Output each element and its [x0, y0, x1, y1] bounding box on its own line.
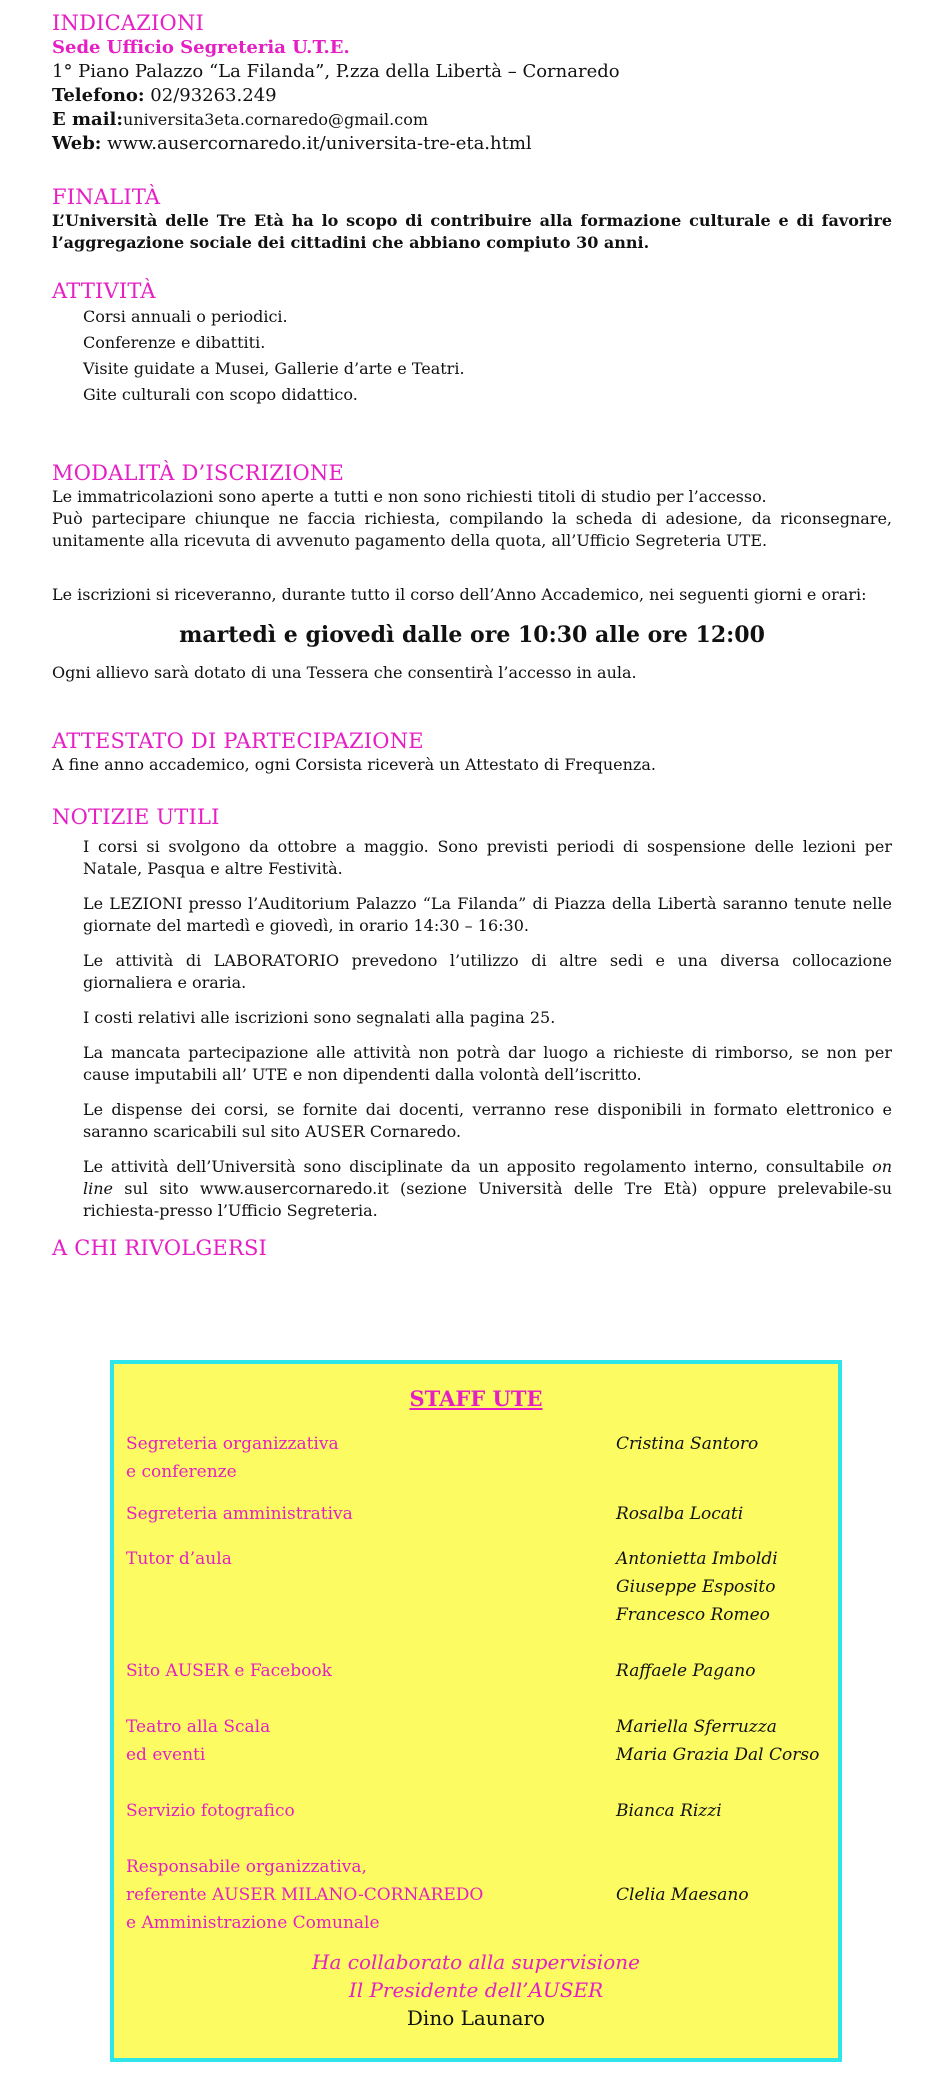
section-attestato — [52, 728, 892, 776]
document-body — [52, 10, 892, 1261]
staff-name: Mariella Sferruzza — [616, 1717, 777, 1737]
staff-role — [126, 1657, 546, 1685]
heading-attivita: ATTIVITÀ — [52, 279, 156, 303]
staff-name: Maria Grazia Dal Corso — [616, 1745, 820, 1765]
list-item: Gite culturali con scopo didattico. — [83, 385, 358, 404]
attivita-list — [52, 304, 892, 408]
section-iscrizione — [52, 460, 892, 684]
staff-name: Giuseppe Esposito — [616, 1577, 776, 1597]
section-attivita — [52, 278, 892, 408]
section-indicazioni — [52, 10, 892, 156]
email-value: universita3eta.cornaredo@gmail.com — [123, 110, 429, 129]
notizie-p7-end: sul sito www.ausercornaredo.it (sezione Università delle Tre Età) oppure prelevabile-su richiesta-presso l’Ufficio Segreteria. — [83, 1179, 892, 1220]
staff-footer-president: Il Presidente dell’AUSER — [348, 1978, 604, 2002]
staff-names — [616, 1500, 836, 1528]
web-label: Web: — [52, 133, 102, 154]
staff-footer-name: Dino Launaro — [406, 2006, 546, 2030]
list-item: Visite guidate a Musei, Gallerie d’arte e Teatri. — [83, 359, 465, 378]
list-item: Conferenze e dibattiti. — [83, 333, 266, 352]
role-line: Tutor d’aula — [126, 1549, 232, 1569]
notizie-p4: I costi relativi alle iscrizioni sono segnalati alla pagina 25. — [83, 1008, 556, 1027]
email-line — [52, 108, 892, 132]
address: 1° Piano Palazzo “La Filanda”, P.zza della Libertà – Cornaredo — [52, 61, 620, 82]
orari-iscrizione: martedì e giovedì dalle ore 10:30 alle ore 12:00 — [179, 622, 765, 648]
notizie-p7-online: on line — [83, 1157, 892, 1198]
phone-line — [52, 84, 892, 108]
role-line: Teatro alla Scala — [126, 1717, 271, 1737]
section-rivolgersi — [52, 1235, 892, 1261]
role-line: Sito AUSER e Facebook — [126, 1661, 332, 1681]
notizie-p7-start: Le attività dell’Università sono disciplinate da un apposito regolamento interno, consultabile — [83, 1157, 873, 1176]
staff-names — [616, 1430, 836, 1458]
heading-finalita: FINALITÀ — [52, 185, 161, 209]
iscrizione-p2: Può partecipare chiunque ne faccia richiesta, compilando la scheda di adesione, da riconsegnare, unitamente alla ricevuta di avvenuto pagamento della quota, all’Ufficio Segreteria UTE. — [52, 509, 892, 550]
notizie-p5: La mancata partecipazione alle attività non potrà dar luogo a richieste di rimborso, se non per cause imputabili all’ UTE e non dipendenti dalla volontà dell’iscritto. — [83, 1043, 892, 1084]
staff-name: Cristina Santoro — [616, 1434, 759, 1454]
heading-attestato: ATTESTATO DI PARTECIPAZIONE — [52, 729, 424, 753]
phone-value: 02/93263.249 — [144, 85, 277, 106]
staff-names — [616, 1713, 836, 1769]
section-finalita — [52, 184, 892, 254]
staff-role — [126, 1797, 546, 1825]
web-value: www.ausercornaredo.it/universita-tre-eta.html — [101, 133, 532, 154]
notizie-p7 — [83, 1156, 892, 1222]
section-notizie — [52, 804, 892, 1222]
role-line: Responsabile organizzativa, — [126, 1857, 367, 1877]
iscrizione-p4: Ogni allievo sarà dotato di una Tessera che consentirà l’accesso in aula. — [52, 663, 637, 682]
notizie-p1: I corsi si svolgono da ottobre a maggio. Sono previsti periodi di sospensione delle lezioni per Natale, Pasqua e altre Festività. — [83, 837, 892, 878]
role-line: e conferenze — [126, 1462, 237, 1482]
staff-names — [616, 1657, 836, 1685]
role-line: ed eventi — [126, 1745, 206, 1765]
staff-title: STAFF UTE — [409, 1386, 543, 1411]
staff-name: Rosalba Locati — [616, 1504, 744, 1524]
staff-name: Francesco Romeo — [616, 1605, 770, 1625]
web-line — [52, 132, 892, 156]
sede-title: Sede Ufficio Segreteria U.T.E. — [52, 37, 350, 58]
attestato-text: A fine anno accademico, ogni Corsista riceverà un Attestato di Frequenza. — [52, 755, 656, 774]
staff-role — [126, 1853, 546, 1937]
notizie-p6: Le dispense dei corsi, se fornite dai docenti, verranno rese disponibili in formato elettronico e saranno scaricabili sul sito AUSER Cornaredo. — [83, 1100, 892, 1141]
staff-names — [616, 1545, 836, 1629]
role-line: Segreteria organizzativa — [126, 1434, 339, 1454]
role-line: Segreteria amministrativa — [126, 1504, 353, 1524]
heading-notizie: NOTIZIE UTILI — [52, 805, 220, 829]
role-line: e Amministrazione Comunale — [126, 1913, 380, 1933]
staff-box — [110, 1360, 842, 2062]
finalita-text: L’Università delle Tre Età ha lo scopo di contribuire alla formazione culturale e di favorire l’aggregazione sociale dei cittadini che abbiano compiuto 30 anni. — [52, 211, 892, 252]
role-line: Servizio fotografico — [126, 1801, 295, 1821]
notizie-p2: Le LEZIONI presso l’Auditorium Palazzo “La Filanda” di Piazza della Libertà saranno tenute nelle giornate del martedì e giovedì, in orario 14:30 – 16:30. — [83, 894, 892, 935]
notizie-p3: Le attività di LABORATORIO prevedono l’utilizzo di altre sedi e una diversa collocazione giornaliera e oraria. — [83, 951, 892, 992]
role-line: referente AUSER MILANO-CORNAREDO — [126, 1885, 484, 1905]
list-item: Corsi annuali o periodici. — [83, 307, 288, 326]
heading-iscrizione: MODALITÀ D’ISCRIZIONE — [52, 461, 345, 485]
staff-names — [616, 1797, 836, 1825]
staff-names — [616, 1881, 836, 1909]
staff-role — [126, 1545, 546, 1573]
staff-role — [126, 1713, 546, 1769]
staff-name: Clelia Maesano — [616, 1885, 749, 1905]
iscrizione-p1: Le immatricolazioni sono aperte a tutti e non sono richiesti titoli di studio per l’accesso. — [52, 487, 767, 506]
heading-rivolgersi: A CHI RIVOLGERSI — [52, 1236, 268, 1260]
email-label: E mail: — [52, 109, 124, 130]
staff-role — [126, 1430, 546, 1486]
phone-label: Telefono: — [52, 85, 145, 106]
staff-name: Raffaele Pagano — [616, 1661, 756, 1681]
heading-indicazioni: INDICAZIONI — [52, 11, 205, 35]
staff-footer-supervision: Ha collaborato alla supervisione — [312, 1950, 640, 1974]
staff-name: Bianca Rizzi — [616, 1801, 722, 1821]
iscrizione-p3: Le iscrizioni si riceveranno, durante tutto il corso dell’Anno Accademico, nei seguenti giorni e orari: — [52, 585, 867, 604]
staff-role — [126, 1500, 546, 1528]
staff-name: Antonietta Imboldi — [616, 1549, 778, 1569]
